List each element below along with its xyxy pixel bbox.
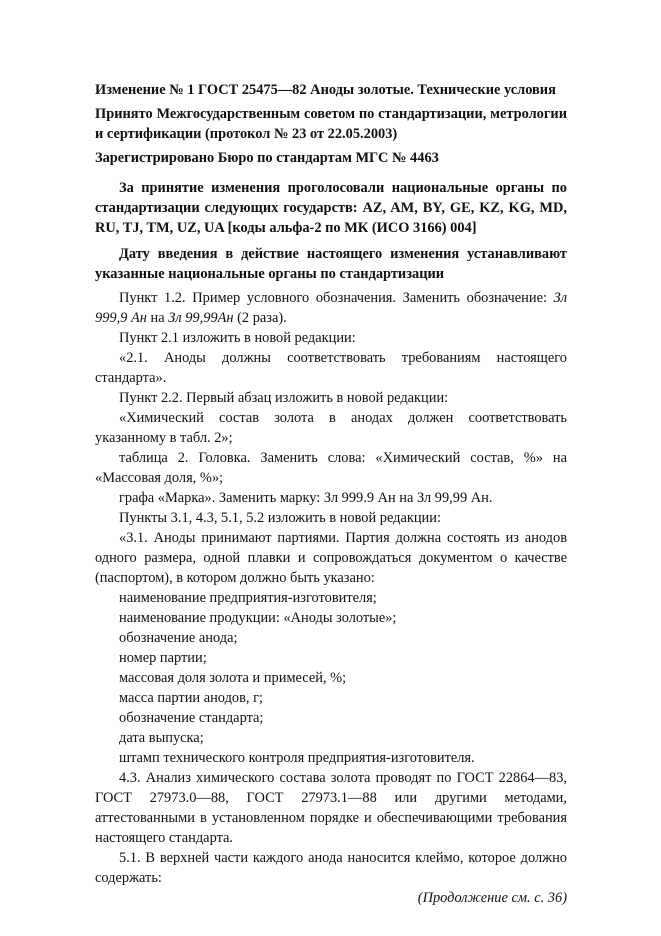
point-2-2-text: «Химический состав золота в анодах должен соответствовать указанному в табл. 2»; — [95, 410, 567, 446]
list-item: обозначение анода; — [119, 630, 238, 646]
point-5-1: 5.1. В верхней части каждого анода наносится клеймо, которое должно содержать: — [95, 850, 567, 886]
point-1-2-old-mark: Зл 999,9 Ан — [95, 290, 567, 326]
intro-paragraph: Дату введения в действие настоящего изменения устанавливают указанные национальные органы по стандартизации — [95, 246, 567, 282]
grafa-change: графа «Марка». Заменить марку: Зл 999.9 Ан на Зл 99,99 Ан. — [119, 490, 493, 506]
list-item: штамп технического контроля предприятия-изготовителя. — [119, 750, 475, 766]
points-head: Пункты 3.1, 4.3, 5.1, 5.2 изложить в новой редакции: — [119, 510, 441, 526]
point-4-3: 4.3. Анализ химического состава золота проводят по ГОСТ 22864—83, ГОСТ 27973.0—88, ГОСТ 27973.1—88 или другими методами, аттестованными в установленном порядке и обеспечивающими требования настоящего стандарта. — [95, 770, 567, 846]
point-1-2-text-b: на — [146, 310, 169, 326]
list-item: наименование продукции: «Аноды золотые»; — [119, 610, 397, 626]
amendment-title: Изменение № 1 ГОСТ 25475—82 Аноды золотые. Технические условия — [95, 82, 556, 98]
list-item: массовая доля золота и примесей, %; — [119, 670, 347, 686]
continuation-note: (Продолжение см. с. 36) — [417, 890, 567, 906]
point-2-1-text: «2.1. Аноды должны соответствовать требованиям настоящего стандарта». — [95, 350, 567, 386]
point-1-2-text-a: Пункт 1.2. Пример условного обозначения. Заменить обозначение: — [119, 290, 554, 306]
list-item: наименование предприятия-изготовителя; — [119, 590, 377, 606]
document-page — [95, 80, 567, 908]
list-item: обозначение стандарта; — [119, 710, 264, 726]
registration: Зарегистрировано Бюро по стандартам МГС № 4463 — [95, 150, 439, 166]
point-1-2-text-c: (2 раза). — [233, 310, 287, 326]
point-1-2 — [95, 288, 567, 328]
point-3-1: «3.1. Аноды принимают партиями. Партия должна состоять из анодов одного размера, одной плавки и сопровождаться документом о качестве (паспортом), в котором должно быть указано: — [95, 530, 567, 586]
vote-paragraph: За принятие изменения проголосовали национальные органы по стандартизации следующих государств: AZ, AM, BY, GE, KZ, KG, MD, RU, TJ, TM, UZ, UA [коды альфа-2 по МК (ИСО 3166) 004] — [95, 180, 567, 236]
adopted-by: Принято Межгосударственным советом по стандартизации, метрологии и сертификации (протокол № 23 от 22.05.2003) — [95, 106, 567, 142]
list-item: масса партии анодов, г; — [119, 690, 263, 706]
table-2-change: таблица 2. Головка. Заменить слова: «Химический состав, %» на «Массовая доля, %»; — [95, 450, 567, 486]
point-2-2-head: Пункт 2.2. Первый абзац изложить в новой редакции: — [119, 390, 449, 406]
point-1-2-new-mark: Зл 99,99Ан — [168, 310, 234, 326]
list-item: дата выпуска; — [119, 730, 204, 746]
point-2-1-head: Пункт 2.1 изложить в новой редакции: — [119, 330, 356, 346]
list-item: номер партии; — [119, 650, 207, 666]
